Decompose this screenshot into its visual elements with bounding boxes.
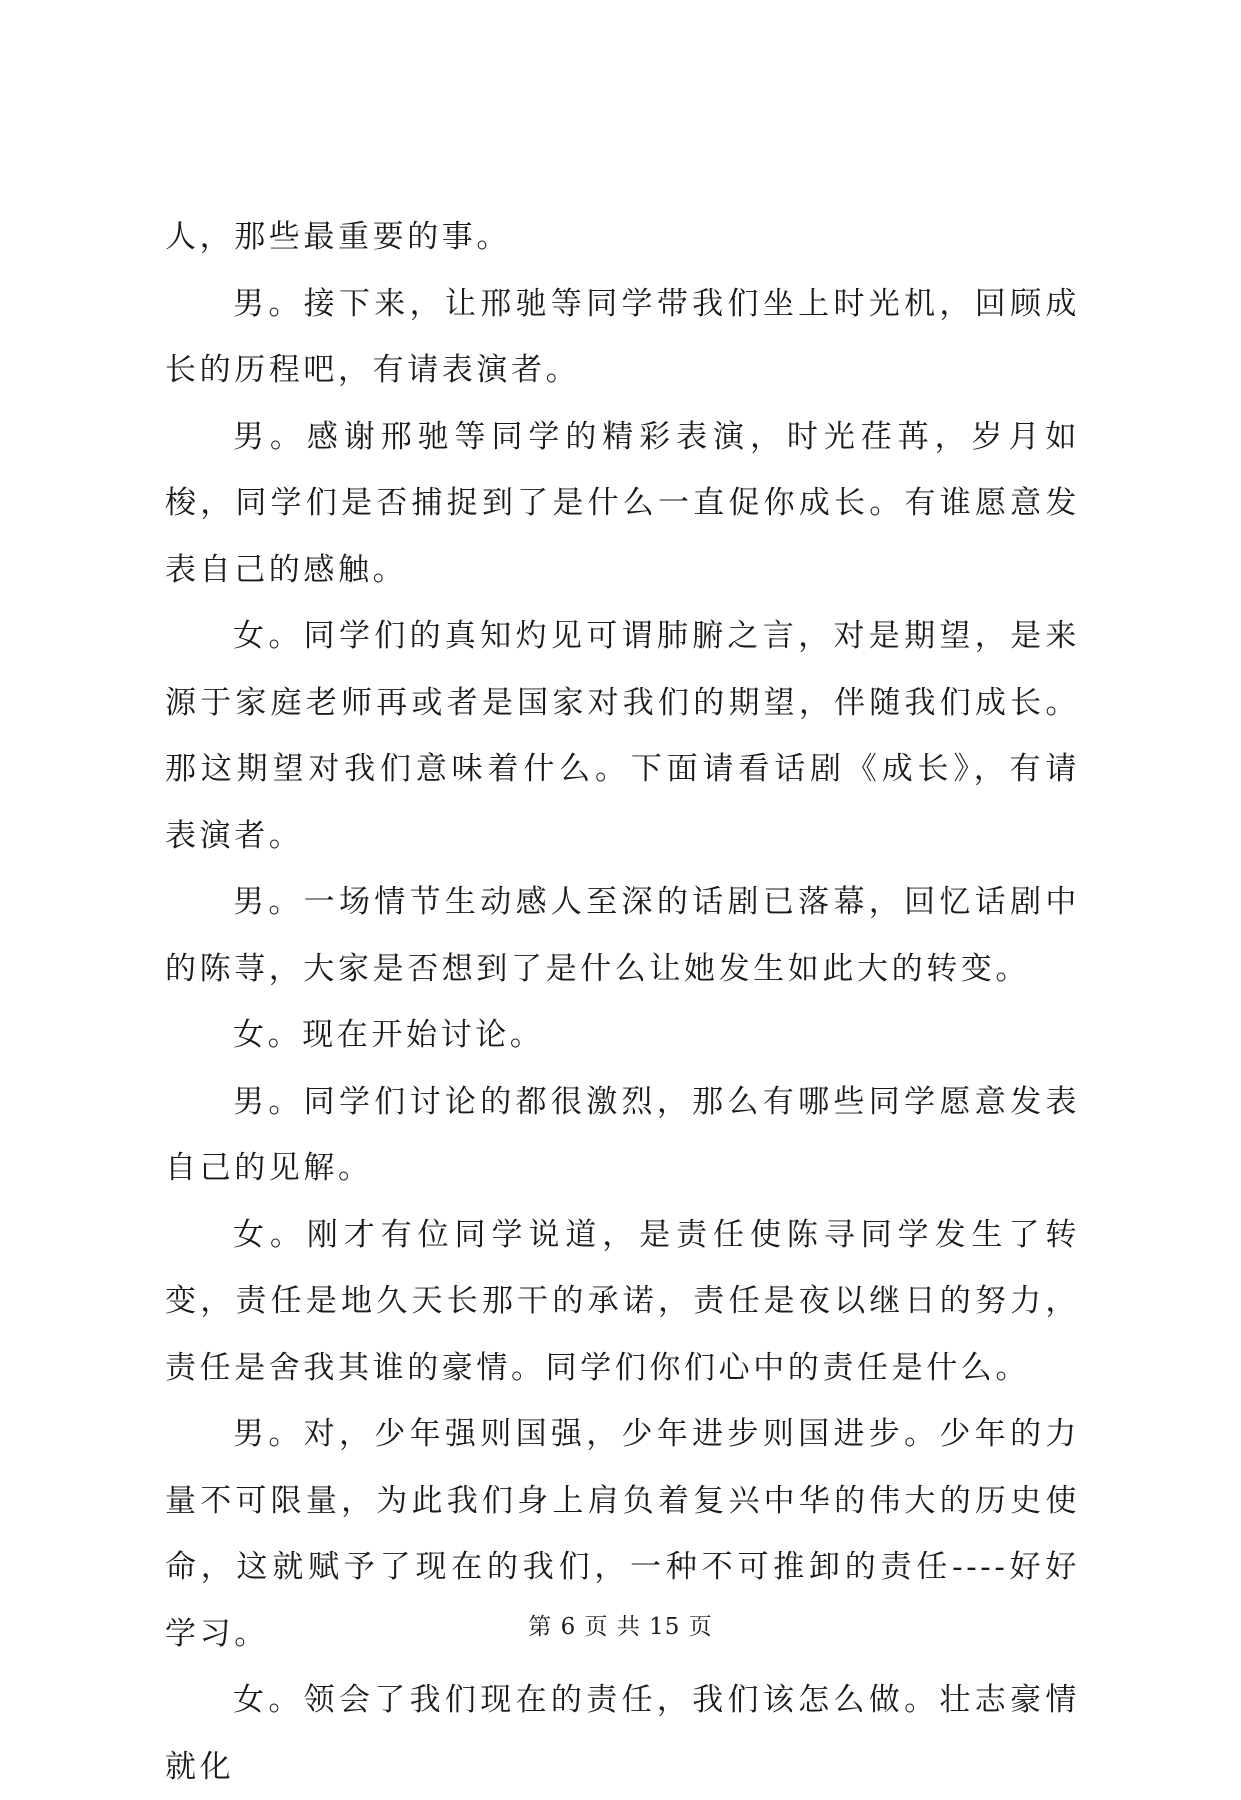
paragraph: 女。现在开始讨论。	[233, 1017, 545, 1053]
page-number-footer: 第 6 页 共 15 页	[528, 1614, 713, 1640]
paragraph: 人，那些最重要的事。	[165, 219, 511, 255]
paragraph: 女。领会了我们现在的责任，我们该怎么做。壮志豪情就化	[165, 1682, 1080, 1785]
paragraph: 男。接下来，让邢驰等同学带我们坐上时光机，回顾成长的历程吧，有请表演者。	[165, 285, 1080, 388]
document-body	[165, 204, 1080, 1800]
paragraph: 男。感谢邢驰等同学的精彩表演，时光荏苒，岁月如梭，同学们是否捕捉到了是什么一直促你成长。有谁愿意发表自己的感触。	[165, 418, 1080, 588]
paragraph: 男。一场情节生动感人至深的话剧已落幕，回忆话剧中的陈荨，大家是否想到了是什么让她发生如此大的转变。	[165, 884, 1080, 987]
paragraph: 女。刚才有位同学说道，是责任使陈寻同学发生了转变，责任是地久天长那干的承诺，责任是夜以继日的努力，责任是舍我其谁的豪情。同学们你们心中的责任是什么。	[165, 1216, 1080, 1386]
paragraph: 男。对，少年强则国强，少年进步则国进步。少年的力量不可限量，为此我们身上肩负着复兴中华的伟大的历史使命，这就赋予了现在的我们，一种不可推卸的责任----好好学习。	[165, 1416, 1080, 1652]
paragraph: 男。同学们讨论的都很激烈，那么有哪些同学愿意发表自己的见解。	[165, 1083, 1080, 1186]
paragraph: 女。同学们的真知灼见可谓肺腑之言，对是期望，是来源于家庭老师再或者是国家对我们的期望，伴随我们成长。那这期望对我们意味着什么。下面请看话剧《成长》，有请表演者。	[165, 618, 1080, 854]
